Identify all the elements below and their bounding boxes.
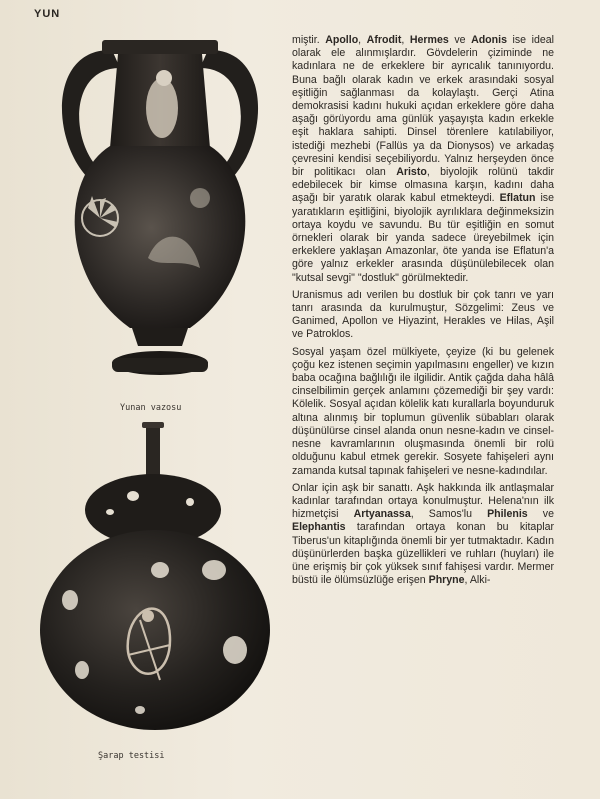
figure-caption: Şarap testisi [98, 751, 165, 761]
text-run: , [401, 34, 410, 46]
text-run: miştir. [292, 34, 326, 46]
text-run: Onlar için aşk bir sanattı. Aşk hakkında ilk antlaşmalar kadınlar tarafından ortaya konulmuştur. Helena'nın ilk hizmetçisi [292, 481, 554, 521]
article-text-column [292, 34, 554, 591]
text-run: Sosyal yaşam özel mülkiyete, çeyize (ki bu gelenek çoğu kez istenen seçimin yapılmasını engeller) ve kızın baba ocağına bağlılığı ile ilgilidir. Antik çağda daha hâlâ cinselbilimin gerçek anlamını çözemediği bir şey vardı: Kölelik. Sosyal açıdan kölelik katı kurallarla boyunduruk altına alınmış bir toplumun güvenlik sübabları olarak düşünülürse cinsel alanda onun nesne-kadın ve cinsel-nesne kavramlarının oluşmasında önemli bir rolü olduğunu kabul etmek gerekir. Sosyete fahişeleri aynı zamanda kutsal tapınak fahişeleri ve nesne-kadındılar. [292, 345, 554, 477]
wine-jug-icon [30, 420, 280, 740]
text-run: Uranismus adı verilen bu dostluk bir çok tanrı ve yarı tanrı arasında da kurulmuştur, Sözgelimi: Zeus ve Ganimed, Apollon ve Hiyazint, Herakles ve Hilas, Aşil ve Patroklos. [292, 288, 554, 341]
figure-caption: Yunan vazosu [120, 403, 182, 413]
text-run: ve [527, 508, 554, 521]
bold-name: Afrodit [366, 34, 402, 46]
bold-name: Aristo [396, 166, 427, 179]
wine-jug-image [30, 420, 280, 740]
text-run: , biyolojik rolünü takdir edebilecek bir kimse olmasına karşın, kadını daha aşağı bir yaratık olarak kabul etmekteydi. [292, 166, 554, 205]
bold-name: Apollo [325, 34, 359, 46]
text-run: , Samos'lu [410, 508, 488, 521]
bold-name: Elephantis [292, 521, 346, 534]
text-run: tarafından ortaya konan bu kitaplar Tiberus'un kitaplığında önemli bir yer tutmaktadır. Kadın düşünürlerden başka güzellikleri ve ruhları (huyları) ile üne erişmiş bir çok yüksek sınıf fahişesi vardır. Mermer büstü ile ölümsüzlüğe erişen [292, 521, 554, 587]
bold-name: Hermes [409, 34, 449, 46]
paragraph [292, 289, 554, 342]
paragraph [292, 482, 554, 588]
paragraph [292, 34, 554, 285]
bold-name: Philenis [487, 508, 528, 521]
section-header: YUN [34, 8, 61, 20]
bold-name: Adonis [471, 34, 507, 46]
paragraph [292, 346, 554, 478]
text-run: ise yaratıkların eşitliğini, biyolojik ayrılıklara değinmeksizin ortaya koydu ve savundu. Bu tür eşitliğin en somut örnekleri olarak bir yanda sadece üreyebilmek için erkeklere yaklaşan Amazonlar, öte yanda ise Eflatun'a göre yalnız erkekler arasında düşünülebilecek olan "kutsal sevgi" "dostluk" görülmektedir. [292, 192, 554, 284]
bold-name: Phryne [428, 574, 465, 587]
amphora-vase-icon [40, 28, 280, 398]
text-run: , Alki- [464, 574, 491, 587]
bold-name: Artyanassa [353, 508, 411, 521]
amphora-vase-image [40, 28, 280, 398]
text-run: ise ideal olarak ele alınmışlardır. Gövdelerin çiziminde ne kadınlara ne de erkeklere bir ayrıcalık tanınıyordu. Buna bağlı olarak kadın ve erkek arasındaki sosyal eşitliğin sağlanması da kolaylaştı. Gerçi Atina demokrasisi kadını hukuki açıdan erkeklere göre daha aşağı görüyordu ama günlük yaşayışta kadın erkekle eşit haklara sahipti. Dinsel törenlere katılabiliyor, istediği mezhebi (Fallüs ya da Dionysos) ve arkadaş çevresini kendisi seçebiliyordu. Yalnız herşeyden önce bir politikacı olan [292, 34, 554, 179]
text-run: ve [448, 34, 472, 46]
text-run: , [358, 34, 367, 46]
bold-name: Eflatun [499, 192, 536, 205]
